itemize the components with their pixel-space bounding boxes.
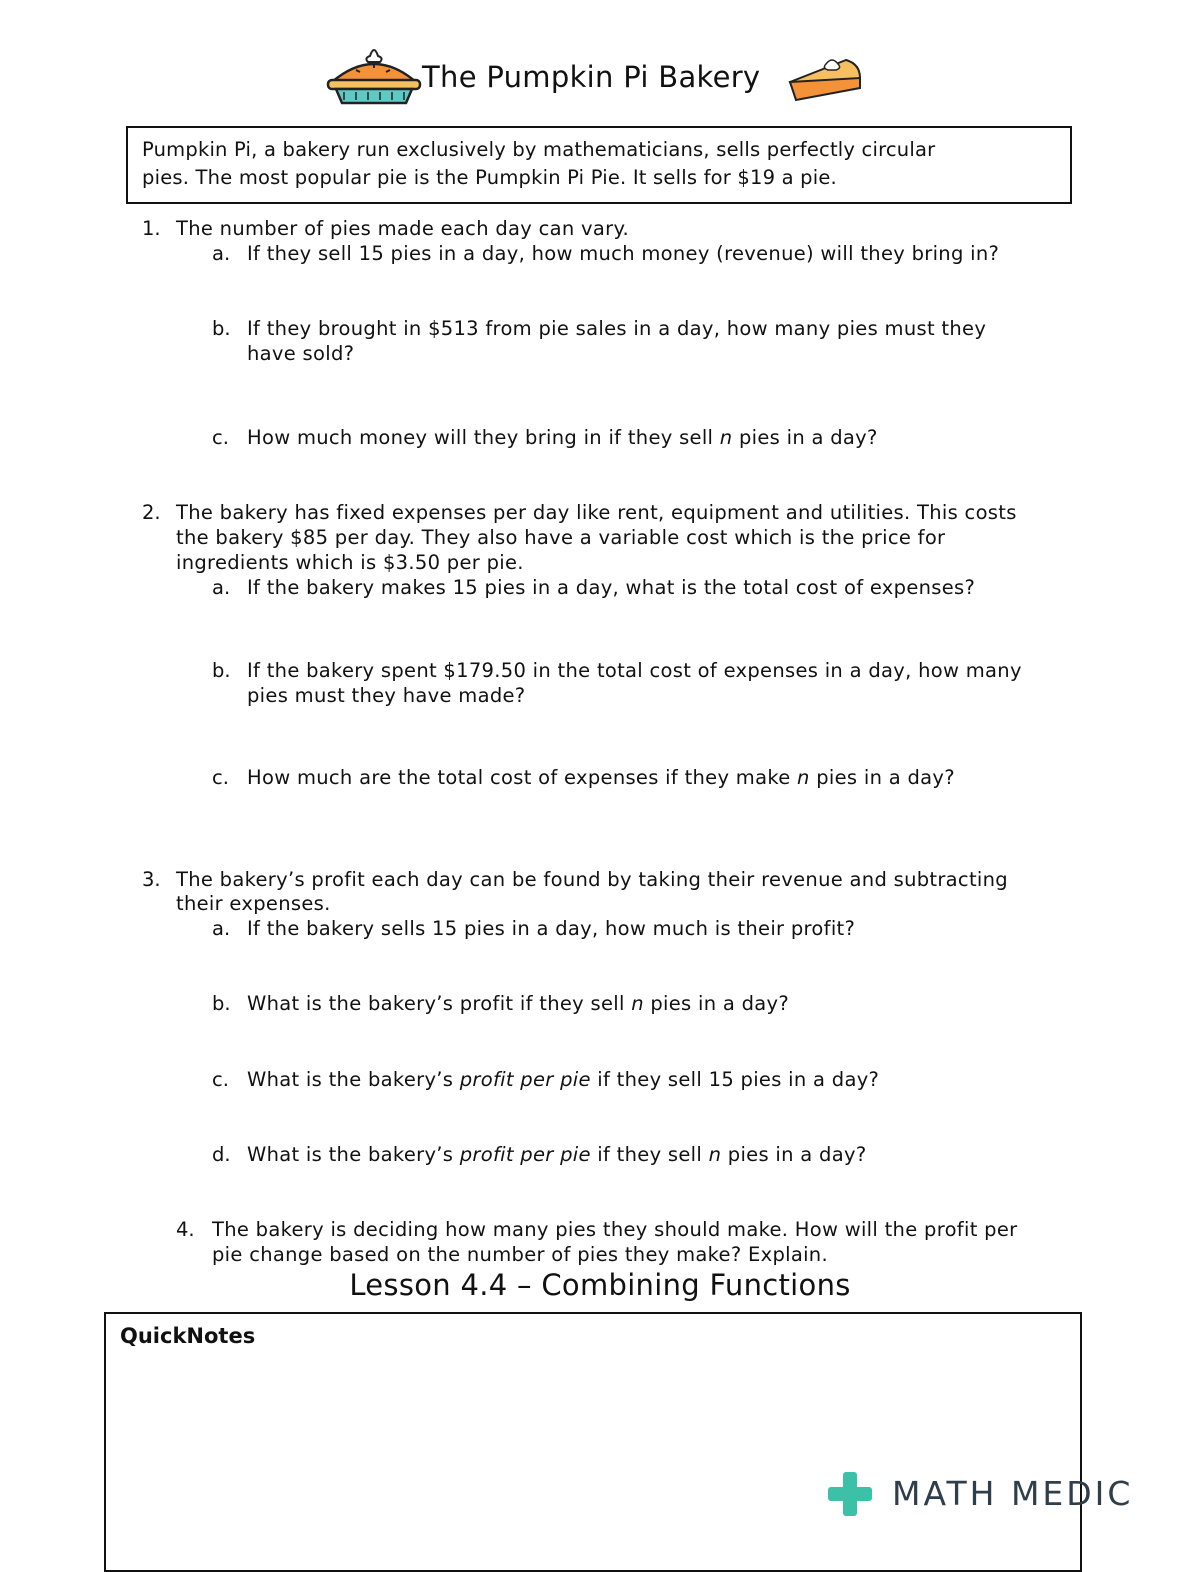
subquestion-label: b. bbox=[212, 317, 231, 340]
subquestion-label: a. bbox=[212, 917, 231, 940]
question-4-text: The bakery is deciding how many pies they should make. How will the profit per bbox=[212, 1218, 1018, 1241]
question-3b-text: What is the bakery’s profit if they sell n pies in a day? bbox=[247, 992, 790, 1015]
question-3-text: their expenses. bbox=[176, 892, 331, 915]
question-1a-text: If they sell 15 pies in a day, how much money (revenue) will they bring in? bbox=[247, 242, 1000, 265]
question-number: 2. bbox=[142, 501, 161, 524]
subquestion-label: d. bbox=[212, 1143, 231, 1166]
quicknotes-label: QuickNotes bbox=[120, 1324, 256, 1348]
question-2-text: ingredients which is $3.50 per pie. bbox=[176, 551, 524, 574]
question-1b-text: have sold? bbox=[247, 342, 355, 365]
subquestion-label: a. bbox=[212, 576, 231, 599]
question-3d-text: What is the bakery’s profit per pie if they sell n pies in a day? bbox=[247, 1143, 867, 1166]
question-1c-text: How much money will they bring in if they sell n pies in a day? bbox=[247, 426, 878, 449]
logo-text: MATH MEDIC bbox=[892, 1474, 1134, 1513]
question-2-text: The bakery has fixed expenses per day like rent, equipment and utilities. This costs bbox=[176, 501, 1017, 524]
intro-line: Pumpkin Pi, a bakery run exclusively by mathematicians, sells perfectly circular bbox=[142, 138, 936, 161]
subquestion-label: a. bbox=[212, 242, 231, 265]
pie-slice-icon bbox=[786, 54, 864, 106]
page-title: The Pumpkin Pi Bakery bbox=[422, 60, 761, 94]
question-3-text: The bakery’s profit each day can be found by taking their revenue and subtracting bbox=[176, 868, 1008, 891]
intro-line: pies. The most popular pie is the Pumpkin Pi Pie. It sells for $19 a pie. bbox=[142, 166, 837, 189]
question-3a-text: If the bakery sells 15 pies in a day, how much is their profit? bbox=[247, 917, 856, 940]
quicknotes-box[interactable] bbox=[104, 1312, 1082, 1572]
subquestion-label: c. bbox=[212, 426, 229, 449]
plus-cross-icon bbox=[826, 1470, 874, 1518]
question-2a-text: If the bakery makes 15 pies in a day, what is the total cost of expenses? bbox=[247, 576, 976, 599]
subquestion-label: c. bbox=[212, 766, 229, 789]
math-medic-logo bbox=[826, 1470, 1146, 1518]
question-1-text: The number of pies made each day can vary. bbox=[176, 217, 630, 240]
question-2b-text: pies must they have made? bbox=[247, 684, 526, 707]
question-number: 1. bbox=[142, 217, 161, 240]
question-4-text: pie change based on the number of pies they make? Explain. bbox=[212, 1243, 828, 1266]
subquestion-label: b. bbox=[212, 992, 231, 1015]
question-1b-text: If they brought in $513 from pie sales in a day, how many pies must they bbox=[247, 317, 987, 340]
intro-box bbox=[126, 126, 1072, 204]
question-2c-text: How much are the total cost of expenses if they make n pies in a day? bbox=[247, 766, 955, 789]
subquestion-label: c. bbox=[212, 1068, 229, 1091]
subquestion-label: b. bbox=[212, 659, 231, 682]
question-number: 3. bbox=[142, 868, 161, 891]
question-2b-text: If the bakery spent $179.50 in the total cost of expenses in a day, how many bbox=[247, 659, 1022, 682]
header bbox=[0, 40, 1200, 110]
pie-icon bbox=[326, 42, 422, 108]
question-2-text: the bakery $85 per day. They also have a variable cost which is the price for bbox=[176, 526, 946, 549]
lesson-title: Lesson 4.4 – Combining Functions bbox=[349, 1268, 851, 1302]
question-number: 4. bbox=[176, 1218, 195, 1241]
question-3c-text: What is the bakery’s profit per pie if they sell 15 pies in a day? bbox=[247, 1068, 880, 1091]
